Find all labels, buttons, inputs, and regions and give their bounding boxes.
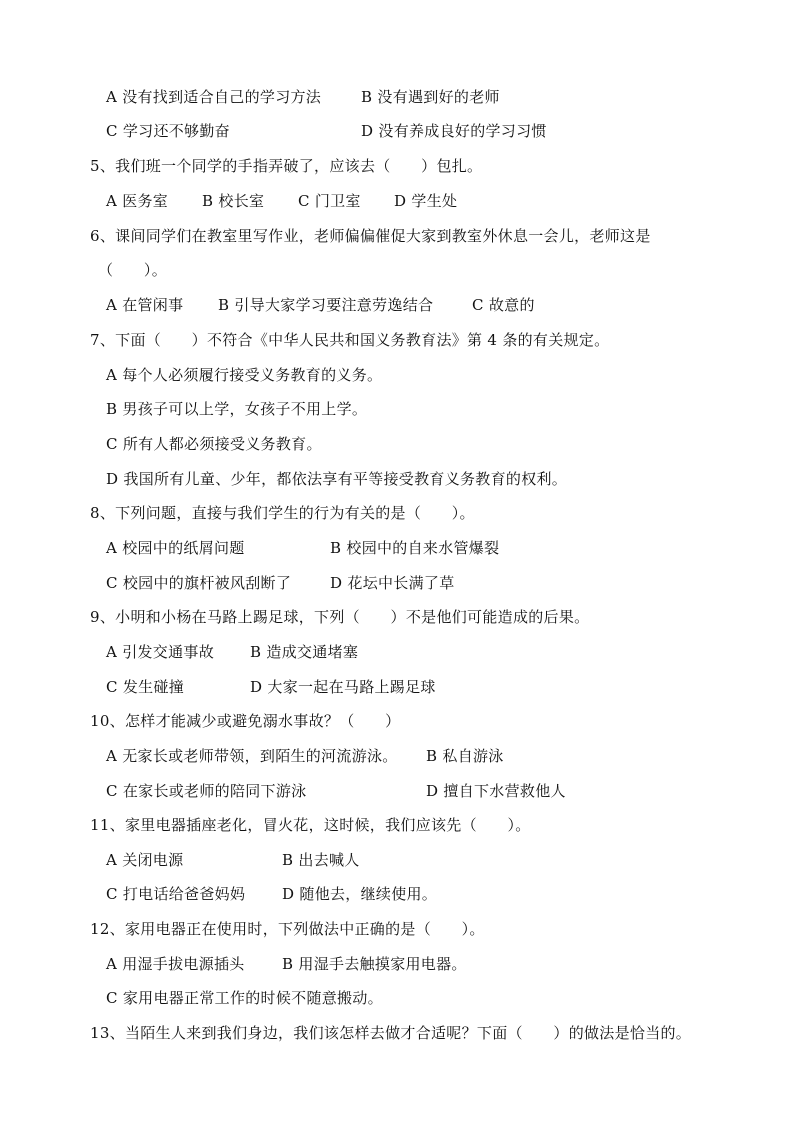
q4-option-c: C 学习还不够勤奋 [106,122,230,140]
q4-option-a: A 没有找到适合自己的学习方法 [106,88,322,106]
q6-option-a: A 在管闲事 [106,296,184,314]
q5-option-a: A 医务室 [106,192,169,210]
q8-option-b: B 校园中的自来水管爆裂 [330,539,500,557]
q10-option-d: D 擅自下水营救他人 [426,782,566,800]
q8-option-c: C 校园中的旗杆被风刮断了 [106,574,292,592]
q6-option-b: B 引导大家学习要注意劳逸结合 [218,296,434,314]
q11-option-d: D 随他去，继续使用。 [282,885,438,903]
q10-option-a: A 无家长或老师带领，到陌生的河流游泳。 [106,747,398,765]
q9-option-b: B 造成交通堵塞 [250,643,359,661]
q9-option-a: A 引发交通事故 [106,643,215,661]
q5-question: 5、我们班一个同学的手指弄破了，应该去（ ）包扎。 [90,157,483,175]
q13-question: 13、当陌生人来到我们身边，我们该怎样去做才合适呢？下面（ ）的做法是恰当的。 [90,1024,692,1042]
q5-option-d: D 学生处 [394,192,458,210]
q5-option-c: C 门卫室 [298,192,361,210]
q8-option-d: D 花坛中长满了草 [330,574,455,592]
q12-option-a: A 用湿手拔电源插头 [106,955,245,973]
q7-option-d: D 我国所有儿童、少年，都依法享有平等接受教育义务教育的权利。 [106,470,568,488]
q12-option-c: C 家用电器正常工作的时候不随意搬动。 [106,989,383,1007]
q8-option-a: A 校园中的纸屑问题 [106,539,245,557]
q12-option-b: B 用湿手去触摸家用电器。 [282,955,467,973]
q9-option-c: C 发生碰撞 [106,678,185,696]
q11-question: 11、家里电器插座老化，冒火花，这时候，我们应该先（ ）。 [90,816,531,834]
q4-option-d: D 没有养成良好的学习习惯 [361,122,547,140]
q9-option-d: D 大家一起在马路上踢足球 [250,678,436,696]
q11-option-b: B 出去喊人 [282,851,360,869]
q10-question: 10、怎样才能减少或避免溺水事故？（ ） [90,712,401,730]
q7-question: 7、下面（ ）不符合《中华人民共和国义务教育法》第 4 条的有关规定。 [90,331,610,349]
q10-option-c: C 在家长或老师的陪同下游泳 [106,782,307,800]
q6-question: 6、课间同学们在教室里写作业，老师偏偏催促大家到教室外休息一会儿，老师这是 [90,227,651,245]
q6-option-c: C 故意的 [472,296,535,314]
q11-option-a: A 关闭电源 [106,851,184,869]
q9-question: 9、小明和小杨在马路上踢足球，下列（ ）不是他们可能造成的后果。 [90,608,590,626]
q11-option-c: C 打电话给爸爸妈妈 [106,885,246,903]
q10-option-b: B 私自游泳 [426,747,504,765]
q12-question: 12、家用电器正在使用时，下列做法中正确的是（ ）。 [90,920,485,938]
q7-option-b: B 男孩子可以上学，女孩子不用上学。 [106,400,368,418]
q7-option-c: C 所有人都必须接受义务教育。 [106,435,322,453]
q4-option-b: B 没有遇到好的老师 [361,88,500,106]
q5-option-b: B 校长室 [202,192,265,210]
q6-question-continued: （ ）。 [98,261,168,279]
q7-option-a: A 每个人必须履行接受义务教育的义务。 [106,366,383,384]
q8-question: 8、下列问题，直接与我们学生的行为有关的是（ ）。 [90,504,475,522]
